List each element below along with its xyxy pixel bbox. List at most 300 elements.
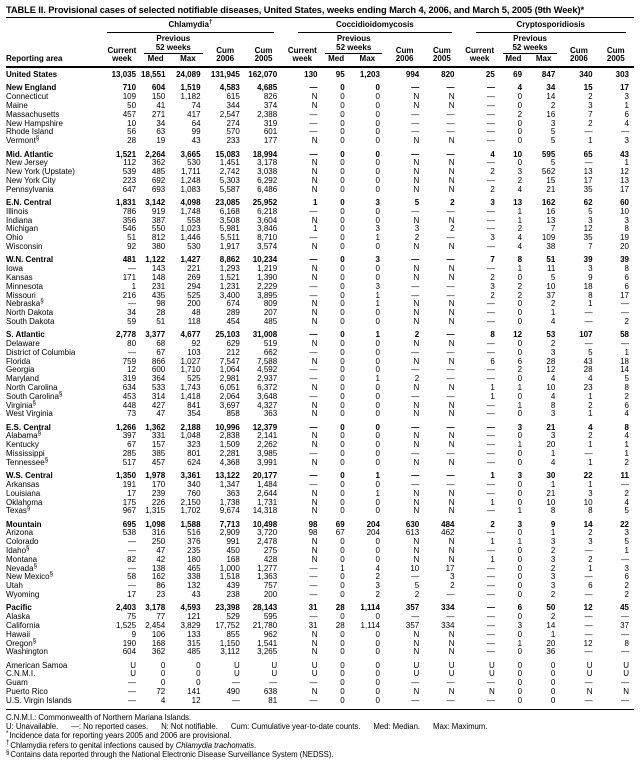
cell: 0	[517, 391, 523, 401]
cell: U	[234, 669, 240, 679]
cell: 760	[187, 488, 201, 498]
table-row	[6, 318, 634, 327]
cell: 2	[490, 167, 495, 177]
cell: 3	[414, 224, 420, 234]
cell: 967	[122, 506, 137, 516]
cell: 0	[517, 612, 523, 622]
cell: N	[448, 158, 455, 168]
cum-2005-header: Cum 2005	[432, 45, 451, 64]
cell: 4	[624, 497, 629, 507]
cell: 0	[517, 127, 523, 137]
cell: 0	[340, 678, 345, 688]
cell: 45	[620, 603, 629, 613]
row-label: Ohio	[6, 233, 23, 243]
cell: 1,710	[180, 365, 201, 375]
cell: 0	[340, 497, 345, 507]
cell: 0	[375, 158, 380, 168]
cell: 638	[263, 686, 278, 696]
cell: U	[448, 660, 455, 670]
current-week-header: Current week	[287, 45, 317, 64]
cell: 0	[375, 440, 380, 450]
cell: 448	[122, 400, 137, 410]
nedss-marker: §	[26, 504, 31, 512]
cell: N	[413, 629, 420, 639]
cell: —	[584, 629, 593, 639]
cell: 2	[588, 528, 593, 538]
cell: 0	[160, 678, 166, 688]
cell: 239	[151, 488, 166, 498]
cell: U	[489, 660, 495, 670]
cell: 0	[517, 479, 523, 489]
cell: 17	[127, 590, 137, 600]
cell: 17	[620, 83, 629, 93]
cell: 0	[340, 581, 345, 591]
row-label: Connecticut	[6, 92, 49, 102]
row-label: Oregon§	[6, 636, 37, 648]
cell: 98	[156, 299, 166, 309]
cell: 14	[583, 519, 593, 529]
cell: —	[486, 647, 495, 657]
table-row	[6, 120, 634, 129]
cell: 0	[340, 629, 345, 639]
table-row	[6, 490, 634, 499]
cell: 2	[490, 184, 495, 194]
cell: —	[309, 127, 318, 137]
cell: N	[311, 409, 318, 419]
row-label: Alaska	[6, 612, 31, 622]
cell: 1	[550, 308, 556, 318]
cell: 8	[588, 506, 593, 516]
cell: 1	[588, 440, 593, 450]
table-row	[6, 507, 634, 516]
cell: 56	[127, 127, 137, 137]
cell: 0	[340, 374, 345, 384]
nedss-marker: †	[208, 18, 213, 26]
cell: 13	[513, 198, 523, 208]
cell: N	[413, 506, 420, 516]
cell: 2	[517, 175, 523, 185]
cell: 28	[127, 136, 137, 146]
cell: 490	[226, 686, 240, 696]
cell: —	[486, 629, 495, 639]
cell: 516	[187, 528, 201, 538]
cell: 0	[375, 109, 380, 119]
cell: 858	[226, 409, 240, 419]
cell: 2	[588, 554, 593, 564]
cell: 16	[546, 206, 556, 216]
footnote-chlamydia-period: .	[253, 740, 257, 750]
cell: 9	[588, 272, 593, 282]
table-row	[6, 410, 634, 419]
cell: 0	[196, 669, 201, 679]
cell: 4	[624, 118, 629, 128]
cell: 634	[122, 382, 137, 392]
cell: —	[486, 242, 495, 252]
cell: 2	[450, 198, 455, 208]
cell: 1,000	[219, 563, 240, 573]
cell: 4,327	[257, 400, 278, 410]
cell: 809	[263, 299, 278, 309]
cell: 4	[624, 431, 629, 441]
table-row	[6, 631, 634, 640]
cell: —	[486, 546, 495, 556]
cell: —	[584, 620, 593, 630]
cell: 8	[588, 290, 593, 300]
cell: —	[486, 457, 495, 467]
cell: 363	[226, 488, 240, 498]
cell: 1	[517, 400, 523, 410]
cell: 9	[131, 629, 137, 639]
cell: 1,363	[257, 572, 278, 582]
cell: 3,604	[257, 215, 278, 225]
cell: 10	[546, 281, 556, 291]
cell: 6,486	[257, 184, 278, 194]
cell: 2	[414, 330, 420, 340]
cell: 13	[583, 167, 593, 177]
row-label: North Carolina	[6, 382, 58, 392]
cell: 2,281	[219, 449, 240, 459]
cell: 1	[588, 457, 593, 467]
cell: 2	[624, 457, 629, 467]
cell: 0	[550, 686, 556, 696]
cell: 0	[375, 537, 380, 547]
cell: U	[623, 669, 629, 679]
cell: 3,265	[257, 647, 278, 657]
cell: 269	[187, 272, 201, 282]
cell: 107	[579, 330, 593, 340]
cell: 133	[187, 629, 201, 639]
cell: 2	[550, 612, 556, 622]
cell: 233	[226, 136, 240, 146]
cell: 0	[375, 184, 380, 194]
table-row	[6, 327, 634, 340]
row-label: Maine	[6, 101, 28, 111]
cell: 69	[500, 67, 527, 80]
cell: N	[448, 554, 455, 564]
cell: —	[486, 638, 495, 648]
table-row	[6, 67, 634, 80]
cell: 334	[441, 603, 455, 613]
cell: —	[411, 281, 420, 291]
cell: 454	[226, 316, 240, 326]
cell: 1,083	[180, 184, 201, 194]
cell: U	[586, 669, 593, 679]
previous-52-weeks-header	[141, 35, 205, 56]
cell: 10	[546, 497, 556, 507]
cell: 20	[620, 242, 629, 252]
footnote-cnmi: C.N.M.I.: Commonwealth of Northern Mariana Islands.	[6, 712, 192, 722]
cell: 0	[340, 660, 345, 670]
cell: N	[448, 400, 455, 410]
cell: 3	[588, 488, 593, 498]
cell: 2	[490, 272, 495, 282]
cell: 6,372	[257, 382, 278, 392]
cell: 319	[122, 374, 137, 384]
cell: 1,150	[219, 638, 240, 648]
cell: —	[446, 612, 455, 622]
nedss-marker: §	[58, 390, 63, 398]
cell: 0	[322, 697, 349, 709]
cell: —	[309, 83, 318, 93]
cell: 1,711	[181, 167, 201, 177]
cell: 2,388	[257, 109, 278, 119]
table-row	[6, 217, 634, 226]
cell: U	[413, 660, 420, 670]
cell: 17	[583, 175, 593, 185]
cell: 25	[460, 67, 500, 80]
cell: 1,293	[219, 264, 240, 274]
cell: 1	[517, 382, 523, 392]
cell: 0	[340, 127, 345, 137]
cell: 0	[375, 449, 380, 459]
cell: 0	[340, 347, 345, 357]
cell: 0	[375, 118, 380, 128]
cell: 3	[550, 581, 556, 591]
cell: N	[311, 184, 318, 194]
cell: 1,451	[219, 158, 240, 168]
cell: —	[446, 149, 455, 159]
cum-2006-header: Cum 2006	[216, 45, 235, 64]
cell: —	[584, 449, 593, 459]
cell: N	[448, 167, 455, 177]
cell: 11	[620, 471, 629, 481]
cell: 4	[550, 316, 556, 326]
cell: 141	[187, 686, 201, 696]
row-label: Rhode Island	[6, 127, 54, 137]
cell: 18,994	[252, 149, 278, 159]
cell: 0	[517, 92, 523, 102]
cell: 0	[340, 224, 345, 234]
cell: 0	[340, 242, 345, 252]
cell: 0	[517, 299, 523, 309]
cell: 200	[187, 299, 201, 309]
cell: 6,168	[219, 206, 240, 216]
cell: 289	[226, 308, 240, 318]
row-label: U.S. Virgin Islands	[6, 697, 103, 709]
cell: 0	[375, 431, 380, 441]
table-row	[6, 499, 634, 508]
cell: 4,677	[180, 330, 201, 340]
asterisk-marker: *	[6, 729, 9, 737]
cell: 2,188	[180, 422, 201, 432]
cell: —	[486, 158, 495, 168]
cell: 207	[263, 308, 278, 318]
previous-52-weeks-header	[322, 35, 384, 56]
cell: 4,583	[219, 83, 240, 93]
cell: 5	[414, 581, 420, 591]
cell: 1	[375, 233, 380, 243]
cell: 58	[127, 572, 137, 582]
cell: 0	[375, 136, 380, 146]
cell: 0	[340, 175, 345, 185]
cell: 4	[375, 563, 380, 573]
cell: 0	[340, 136, 345, 146]
abbreviation-item: Max: Maximum.	[433, 721, 488, 731]
cell: —	[309, 281, 318, 291]
table-row	[6, 468, 634, 481]
cell: —	[411, 612, 420, 622]
footnote-nedss-text: Contains data reported through the National Electronic Disease Surveillance System (NEDSS).	[10, 750, 334, 760]
cell: 3,829	[180, 620, 201, 630]
cell: 62	[583, 198, 593, 208]
footnote-provisional-text: Incidence data for reporting years 2005 and 2006 are provisional.	[9, 731, 232, 741]
cell: 0	[517, 409, 523, 419]
cell: 0	[196, 660, 201, 670]
row-label: Florida	[6, 356, 31, 366]
cell: —	[584, 612, 593, 622]
cell: 0	[340, 184, 345, 194]
cell: 600	[151, 365, 166, 375]
cell: 2	[414, 233, 420, 243]
row-label: Hawaii	[6, 629, 31, 639]
cell: 485	[187, 647, 201, 657]
row-label: Kentucky	[6, 440, 39, 450]
cell: 4	[517, 233, 523, 243]
cell: 0	[340, 272, 345, 282]
cell: 0	[340, 299, 345, 309]
cell: —	[486, 409, 495, 419]
cell: —	[486, 620, 495, 630]
cell: 1	[517, 638, 523, 648]
table-row	[6, 622, 634, 631]
cell: 0	[340, 109, 345, 119]
row-label: Louisiana	[6, 488, 41, 498]
cell: 3,112	[220, 647, 240, 657]
disease-table	[6, 18, 634, 710]
table-row	[6, 432, 634, 441]
row-label: North Dakota	[6, 308, 54, 318]
cell: 2,838	[219, 431, 240, 441]
cell: 0	[375, 92, 380, 102]
cell: 0	[340, 431, 345, 441]
cell: N	[311, 537, 318, 547]
cell: 427	[151, 400, 166, 410]
cell: 35	[583, 233, 593, 243]
cell: 8	[624, 422, 629, 432]
cell: 12	[513, 330, 523, 340]
cell: 80	[127, 339, 137, 348]
cell: —	[309, 233, 318, 243]
cell: 12	[170, 697, 205, 709]
cell: 0	[340, 449, 345, 459]
cell: 274	[226, 118, 240, 128]
cell: 235	[187, 546, 201, 556]
cell: 0	[517, 374, 523, 384]
cell: —	[411, 290, 420, 300]
cell: 362	[151, 158, 166, 168]
cell: —	[486, 316, 495, 326]
cell: 4	[141, 697, 170, 709]
table-row	[6, 234, 634, 243]
cell: N	[413, 356, 420, 366]
cell: 7	[588, 109, 593, 119]
cell: —	[486, 224, 495, 234]
cell: —	[309, 612, 318, 622]
cell: 1	[375, 290, 380, 300]
cell: N	[311, 506, 318, 516]
cell: —	[486, 590, 495, 600]
cell: —	[621, 308, 629, 318]
cell: —	[560, 697, 597, 709]
cell: N	[448, 356, 455, 366]
cell: 1,219	[257, 264, 278, 274]
cell: 0	[340, 572, 345, 582]
cell: 2	[588, 400, 593, 410]
cell: N	[311, 175, 318, 185]
cell: N	[413, 546, 420, 556]
cell: 4,685	[257, 83, 278, 93]
cell: 1	[588, 409, 593, 419]
cell: 1	[588, 299, 593, 309]
cell: 710	[122, 83, 137, 93]
row-label: Nebraska§	[6, 297, 44, 309]
row-label: Montana	[6, 554, 38, 564]
cell: 3,178	[145, 603, 166, 613]
cell: 0	[160, 660, 166, 670]
cell: —	[446, 347, 455, 357]
cell: N	[311, 497, 318, 507]
abbreviation-item: N: Not notifiable.	[161, 721, 218, 731]
cell: N	[311, 272, 318, 282]
cell: —	[385, 697, 424, 709]
cell: 25,103	[215, 330, 240, 340]
row-label: American Samoa	[6, 660, 68, 670]
nedss-marker: §	[35, 134, 40, 142]
cell: 7,713	[219, 519, 240, 529]
cell: 1	[490, 554, 495, 564]
cell: 0	[517, 581, 523, 591]
table-row	[6, 208, 634, 217]
med-header: Med	[328, 54, 345, 64]
cell: 0	[375, 308, 380, 318]
cell: 3,991	[257, 457, 278, 467]
cell: 17,752	[215, 620, 240, 630]
cell: 12,379	[252, 422, 278, 432]
cell: 43	[191, 590, 201, 600]
cell: 2,478	[257, 537, 278, 547]
cell: 4	[517, 242, 523, 252]
cell: 28	[583, 365, 593, 375]
cell: 2	[550, 563, 556, 573]
cell: 417	[187, 109, 201, 119]
cell: 1,182	[180, 92, 201, 102]
cell: 69	[335, 519, 345, 529]
cell: 0	[375, 272, 380, 282]
cell: 0	[340, 330, 345, 340]
cell: —	[309, 581, 318, 591]
cell: 338	[187, 572, 201, 582]
cell: 2	[624, 590, 629, 600]
cell: N	[413, 686, 420, 696]
cell: 362	[151, 647, 166, 657]
cell: 18	[583, 281, 593, 291]
cell: —	[486, 347, 495, 357]
cell: 67	[335, 528, 345, 538]
cell: 5	[624, 537, 629, 547]
cell: 2	[550, 299, 556, 309]
cell: N	[311, 356, 318, 366]
cell: N	[311, 136, 318, 146]
cell: 0	[550, 660, 556, 670]
cell: —	[446, 233, 455, 243]
table-row	[6, 688, 634, 697]
row-label: Washington	[6, 647, 48, 657]
row-label: Idaho§	[6, 544, 30, 556]
cell: 2,264	[145, 149, 166, 159]
cell: —	[309, 391, 318, 401]
cell: 820	[424, 67, 459, 80]
cell: N	[448, 184, 455, 194]
